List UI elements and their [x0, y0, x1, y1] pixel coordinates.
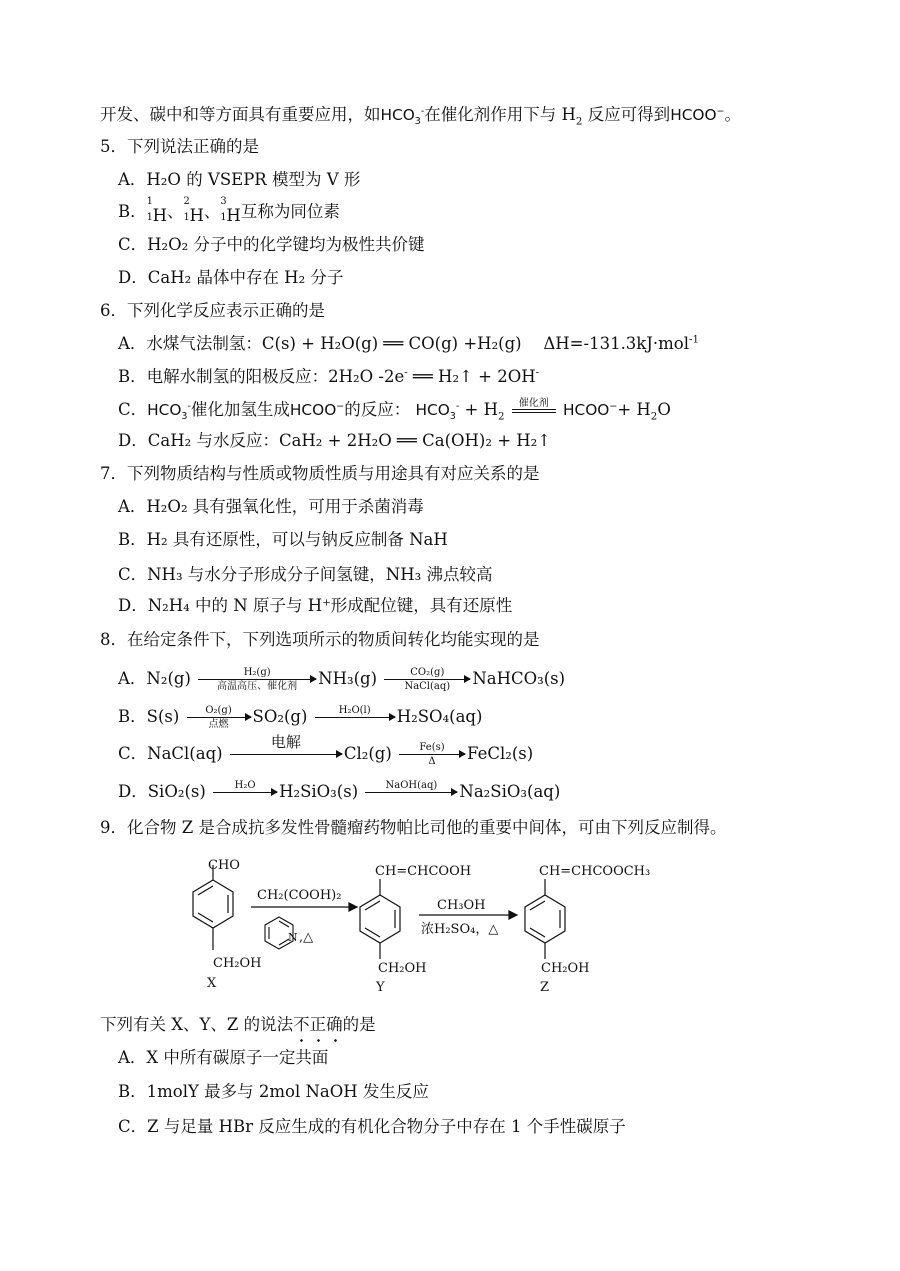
compound-y-structure	[360, 879, 400, 959]
y-top-group: CH=CHCOOH	[375, 864, 472, 879]
y-label: Y	[376, 980, 385, 995]
intro-text-b: 在催化剂作用下与 H	[424, 105, 576, 124]
intro-text-c: 反应可得到	[582, 105, 671, 124]
reagent-1: CH₂(COOH)₂	[257, 888, 342, 903]
q9-option-a: A．X 中所有碳原子一定共面	[118, 1048, 329, 1067]
q5-option-d: D．CaH₂ 晶体中存在 H₂ 分子	[118, 268, 344, 287]
q8-option-d: D．SiO₂(s) H₂O H₂SiO₃(s) NaOH(aq) Na₂SiO₃(aq)	[118, 780, 560, 804]
pyridine-n: N	[288, 931, 298, 944]
reaction-arrow: CO₂(g) NaCl(aq)	[384, 667, 470, 691]
bicarbonate-formula: $HCO_3^-$	[380, 105, 425, 128]
reaction-arrow: NaOH(aq)	[365, 780, 457, 804]
reaction-arrow: O₂(g) 点燃	[187, 705, 251, 729]
q8-option-a: A．N₂(g) H₂(g) 高温高压、催化剂 NH₃(g) CO₂(g) NaCl(aq) NaHCO₃(s)	[118, 667, 566, 692]
z-label: Z	[540, 980, 550, 995]
q9-stem: 9．化合物 Z 是合成抗多发性骨髓瘤药物帕比司他的重要中间体，可由下列反应制得。	[100, 818, 727, 837]
formate-formula: HCOO−	[670, 105, 725, 124]
z-bottom-group: CH₂OH	[541, 961, 590, 976]
q6-option-b: B．电解水制氢的阳极反应：2H₂O -2e- ══ H₂↑ + 2OH-	[118, 367, 540, 386]
q5-option-b: B． 1 1 H、 2 1 H、 3 1 H互称为同位素	[118, 200, 340, 228]
intro-text: 开发、碳中和等方面具有重要应用，如	[100, 105, 381, 124]
q9-option-c: C．Z 与足量 HBr 反应生成的有机化合物分子中存在 1 个手性碳原子	[118, 1117, 626, 1136]
q8-stem: 8．在给定条件下，下列选项所示的物质间转化均能实现的是	[100, 630, 540, 649]
z-top-group: CH=CHCOOCH₃	[539, 864, 651, 879]
reaction-scheme-svg	[175, 855, 695, 995]
intro-line: 开发、碳中和等方面具有重要应用，如$HCO_3^-$在催化剂作用下与 $H_2$ 反应可得到HCOO−。	[100, 105, 742, 128]
emphasis-not-correct: 不正确	[293, 1013, 343, 1037]
reaction-arrow: 电解	[230, 742, 342, 766]
q9-question: 下列有关 X、Y、Z 的说法不正确的是	[100, 1013, 376, 1037]
isotope-h1: 1 1 H	[146, 196, 168, 225]
q6-stem: 6．下列化学反应表示正确的是	[100, 301, 325, 320]
x-bottom-group: CH₂OH	[213, 956, 262, 971]
q7-option-a: A．H₂O₂ 具有强氧化性，可用于杀菌消毒	[118, 497, 424, 516]
q5-option-c: C．H₂O₂ 分子中的化学键均为极性共价键	[118, 235, 425, 254]
q7-option-c: C．NH₃ 与水分子形成分子间氢键，NH₃ 沸点较高	[118, 565, 493, 584]
q6-option-a: A．水煤气法制氢：C(s) + H₂O(g) ══ CO(g) +H₂(g) ΔH=-131.3kJ·mol$^{-1}$	[118, 334, 699, 353]
reaction-arrow: $\frac{Fe(s)}{\Delta}$	[399, 742, 465, 766]
catalyst-eq-sign: 催化剂	[512, 398, 556, 422]
q5-option-a: A．H₂O 的 VSEPR 模型为 V 形	[118, 170, 361, 189]
y-bottom-group: CH₂OH	[378, 961, 427, 976]
q7-option-d: D．N₂H₄ 中的 N 原子与 H⁺形成配位键，具有还原性	[118, 596, 513, 615]
compound-z-structure	[525, 879, 565, 959]
q8-option-b: B．S(s) O₂(g) 点燃 SO₂(g) H₂O(l) H₂SO₄(aq)	[118, 705, 483, 730]
q6-option-d: D．CaH₂ 与水反应：CaH₂ + 2H₂O ══ Ca(OH)₂ + H₂↑	[118, 431, 552, 450]
q6-option-c: C．$HCO_3^-$催化加氢生成HCOO−的反应： $HCO_3^- + H_2$ 催化剂 HCOO−+ $H_2O$	[118, 398, 671, 423]
reagent-1-cond: ,△	[299, 930, 314, 945]
reaction-arrow: H₂O(l)	[315, 705, 395, 729]
isotope-h3: 3 1 H	[220, 196, 241, 225]
reaction-arrow: H₂O	[213, 780, 277, 804]
q5-stem: 5．下列说法正确的是	[100, 137, 259, 156]
reaction-arrow: H₂(g) 高温高压、催化剂	[198, 667, 316, 691]
q7-option-b: B．H₂ 具有还原性，可以与钠反应制备 NaH	[118, 530, 448, 549]
reagent-2: CH₃OH	[437, 898, 486, 913]
reaction-arrow-1	[251, 903, 357, 911]
q8-option-c: C．NaCl(aq) 电解 Cl₂(g) $\frac{Fe(s)}{\Delta}$ FeCl₂(s)	[118, 733, 534, 767]
x-top-group: CHO	[208, 858, 240, 873]
x-label: X	[207, 976, 217, 991]
q9-option-b: B．1molY 最多与 2mol NaOH 发生反应	[118, 1082, 429, 1101]
reagent-2-cond: 浓H₂SO₄，△	[421, 922, 499, 937]
reaction-scheme	[175, 855, 695, 995]
isotope-h2: 2 1 H	[183, 196, 204, 225]
q7-stem: 7．下列物质结构与性质或物质性质与用途具有对应关系的是	[100, 464, 540, 483]
compound-x-structure	[193, 865, 233, 950]
